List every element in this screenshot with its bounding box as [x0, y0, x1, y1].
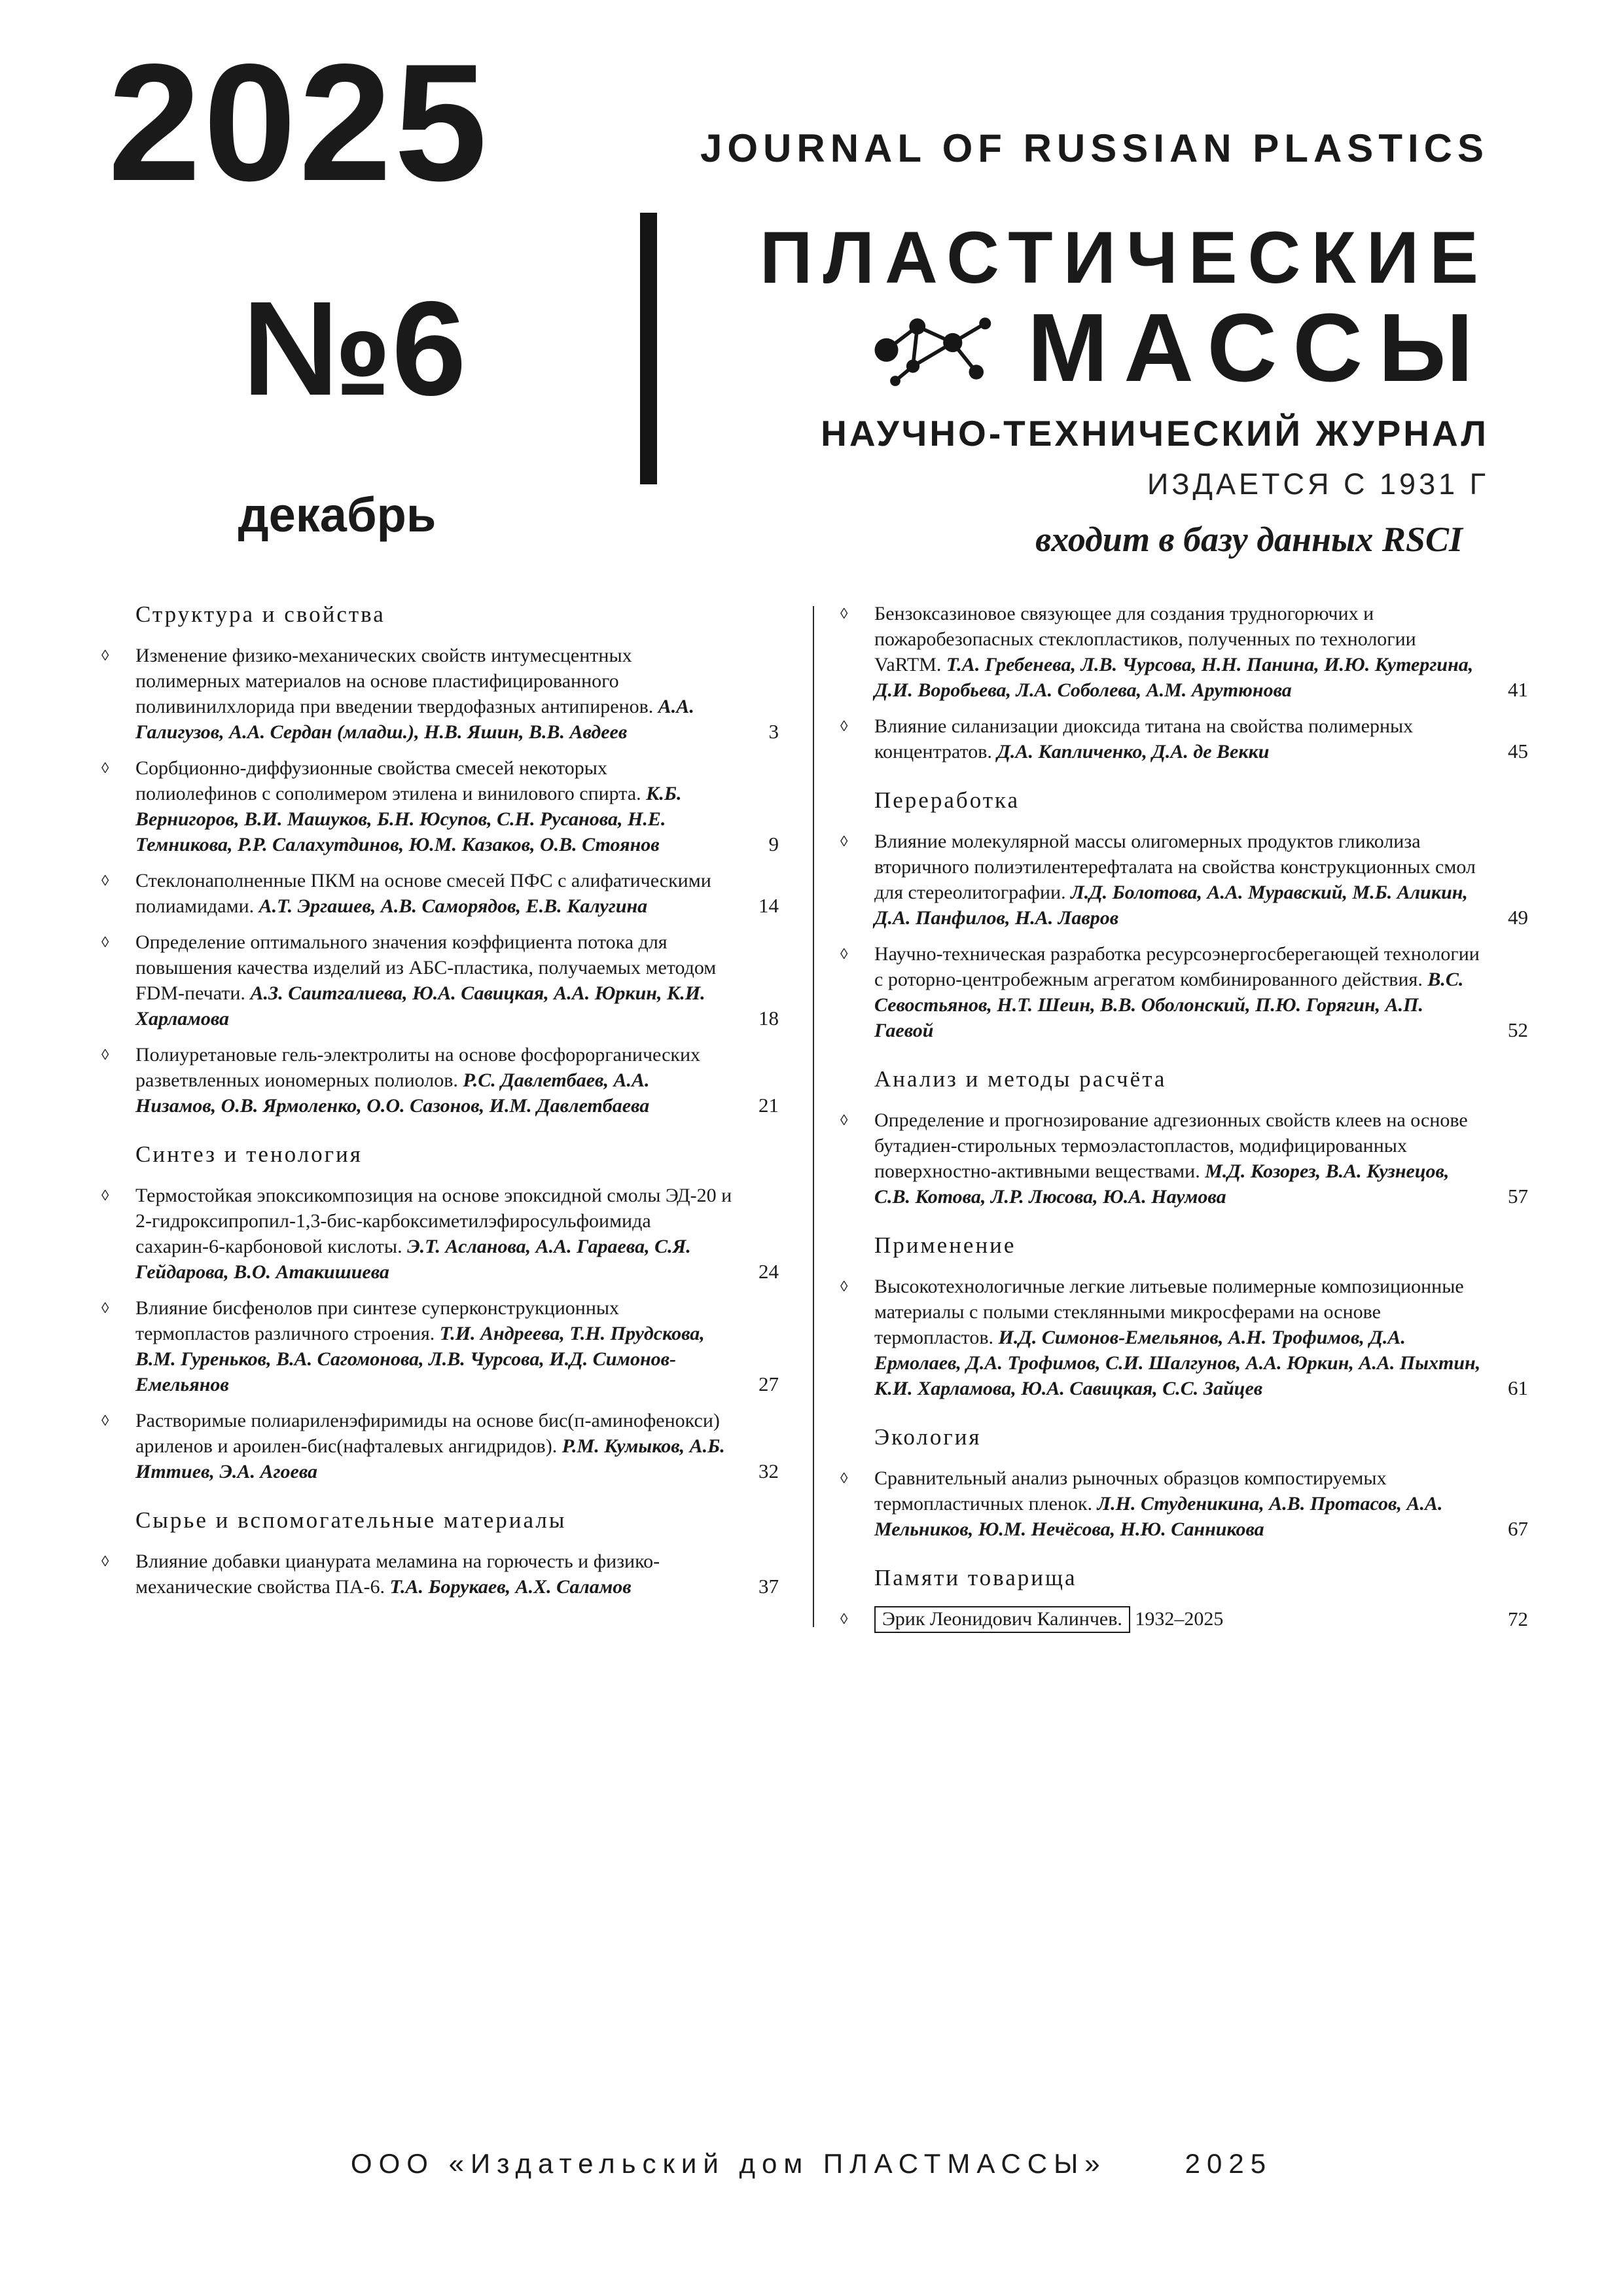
section-title: Переработка	[874, 787, 1020, 813]
diamond-bullet-icon: ◊	[101, 1300, 109, 1316]
diamond-bullet-icon: ◊	[101, 647, 109, 664]
entry-text	[874, 1107, 1482, 1210]
entry-text	[135, 1549, 733, 1600]
molecule-logo-icon	[866, 304, 1013, 393]
diamond-bullet-icon: ◊	[840, 946, 848, 962]
article-title: Научно-техническая разработка ресурсоэнергосберегающей технологии с роторно-центробежным агрегатом комбинированного действия.	[874, 943, 1480, 990]
toc-entry	[840, 1465, 1528, 1542]
article-authors: Л.Н. Студеникина, А.В. Протасов, А.А. Мельников, Ю.М. Нечёсова, Н.Ю. Санникова	[874, 1493, 1443, 1540]
issue-month: декабрь	[238, 488, 437, 542]
article-title: Влияние бисфенолов при синтезе суперконструкционных термопластов различного строения.	[135, 1297, 620, 1344]
article-authors: Т.А. Гребенева, Л.В. Чурсова, Н.Н. Панина, И.Ю. Кутергина, Д.И. Воробьева, Л.А. Соболева, А.М. Арутюнова	[874, 654, 1474, 701]
section-title: Экология	[874, 1424, 982, 1450]
section-title: Памяти товарища	[874, 1565, 1077, 1590]
page-number: 32	[758, 1459, 779, 1482]
entry-text	[874, 601, 1482, 703]
entry-text	[135, 868, 733, 919]
journal-subtitle: НАУЧНО-ТЕХНИЧЕСКИЙ ЖУРНАЛ	[821, 413, 1489, 454]
article-title: Эрик Леонидович Калинчев.	[874, 1606, 1130, 1633]
article-authors: А.А. Галигузов, А.А. Сердан (младш.), Н.В. Яшин, В.В. Авдеев	[135, 696, 694, 743]
article-authors: Р.М. Кумыков, А.Б. Иттиев, Э.А. Агоева	[135, 1435, 725, 1482]
entry-text	[135, 929, 733, 1031]
page-number: 49	[1508, 905, 1528, 929]
toc-entry	[101, 1042, 779, 1119]
footer-year: 2025	[1185, 2148, 1273, 2179]
entry-text	[135, 1295, 733, 1397]
publisher-name: ООО «Издательский дом ПЛАСТМАССЫ»	[350, 2148, 1107, 2179]
footer	[0, 2148, 1623, 2179]
diamond-bullet-icon: ◊	[840, 1112, 848, 1128]
toc-entry	[840, 941, 1528, 1043]
article-title: Влияние молекулярной массы олигомерных продуктов гликолиза вторичного полиэтилентерефталата на свойства конструкционных смол для стереолитографии.	[874, 831, 1476, 903]
table-of-contents	[101, 601, 1528, 1643]
page-number: 24	[758, 1259, 779, 1283]
entry-text	[135, 1408, 733, 1484]
diamond-bullet-icon: ◊	[101, 872, 109, 889]
article-title: Определение оптимального значения коэффициента потока для повышения качества изделий из АБС-пластика, получаемых методом FDM-печати.	[135, 931, 717, 1004]
toc-column-right	[840, 601, 1528, 1643]
entry-suffix: 1932–2025	[1130, 1608, 1224, 1630]
diamond-bullet-icon: ◊	[840, 1278, 848, 1295]
diamond-bullet-icon: ◊	[101, 1553, 109, 1570]
page-number: 61	[1508, 1376, 1528, 1399]
entry-text	[874, 941, 1482, 1043]
article-title: Полиуретановые гель-электролиты на основе фосфорорганических разветвленных иономерных полиолов.	[135, 1044, 701, 1091]
diamond-bullet-icon: ◊	[840, 833, 848, 850]
page-number: 52	[1508, 1018, 1528, 1041]
article-authors: Э.Т. Асланова, А.А. Гараева, С.Я. Гейдарова, В.О. Атакишиева	[135, 1236, 691, 1283]
entry-text	[135, 643, 733, 745]
article-authors: Т.А. Борукаев, А.Х. Саламов	[385, 1576, 632, 1598]
diamond-bullet-icon: ◊	[101, 1412, 109, 1429]
entry-text	[135, 1042, 733, 1119]
article-authors: И.Д. Симонов-Емельянов, А.Н. Трофимов, Д.А. Ермолаев, Д.А. Трофимов, С.И. Шалгунов, А.А. Юркин, А.А. Пыхтин, К.И. Харламова, Ю.А. Савицкая, С.С. Зайцев	[874, 1327, 1481, 1399]
article-authors: Р.С. Давлетбаев, А.А. Низамов, О.В. Ярмоленко, О.О. Сазонов, И.М. Давлетбаева	[135, 1069, 650, 1117]
page-number: 3	[768, 719, 779, 743]
article-title: Растворимые полиариленэфиримиды на основе бис(п-аминофенокси) ариленов и ароилен-бис(нафталевых ангидридов).	[135, 1410, 720, 1457]
article-title: Сравнительный анализ рыночных образцов компостируемых термопластичных пленок.	[874, 1467, 1387, 1515]
page-number: 14	[758, 893, 779, 917]
entry-text	[874, 1606, 1482, 1632]
journal-title-ru-line2: МАССЫ	[1027, 294, 1489, 402]
entry-text	[874, 713, 1482, 764]
entry-text	[135, 1183, 733, 1285]
diamond-bullet-icon: ◊	[840, 718, 848, 734]
article-title: Бензоксазиновое связующее для создания трудногорючих и пожаробезопасных стеклопластиков, полученных по технологии VaRTM.	[874, 603, 1416, 675]
journal-title-ru-line2-row	[866, 294, 1489, 402]
diamond-bullet-icon: ◊	[101, 760, 109, 776]
section-title: Синтез и тенология	[135, 1141, 363, 1167]
toc-entry	[101, 1183, 779, 1285]
section-title: Структура и свойства	[135, 601, 385, 627]
column-divider	[813, 606, 814, 1627]
published-since-note: ИЗДАЕТСЯ С 1931 Г	[1147, 467, 1489, 501]
toc-entry	[840, 1274, 1528, 1401]
page-number: 37	[758, 1574, 779, 1598]
issue-year: 2025	[108, 29, 490, 216]
section-title: Сырье и вспомогательные материалы	[135, 1507, 567, 1533]
page-number: 18	[758, 1006, 779, 1030]
masthead-vertical-bar	[640, 213, 657, 484]
toc-entry	[101, 643, 779, 745]
article-title: Термостойкая эпоксикомпозиция на основе эпоксидной смолы ЭД-20 и 2-гидроксипропил-1,3-бис-карбоксиметилэфиросульфоимида сахарин-6-карбоновой кислоты.	[135, 1185, 732, 1257]
entry-text	[135, 755, 733, 857]
article-title: Изменение физико-механических свойств интумесцентных полимерных материалов на основе пластифицированного поливинилхлорида при введении твердофазных антипиренов.	[135, 645, 654, 717]
page-number: 41	[1508, 677, 1528, 701]
toc-entry	[101, 1408, 779, 1484]
article-authors: К.Б. Вернигоров, В.И. Машуков, Б.Н. Юсупов, С.Н. Русанова, Н.Е. Темникова, Р.Р. Салахутдинов, Ю.М. Казаков, О.В. Стоянов	[135, 783, 682, 855]
toc-entry	[840, 713, 1528, 764]
article-title: Сорбционно-диффузионные свойства смесей некоторых полиолефинов с сополимером этилена и винилового спирта.	[135, 757, 641, 804]
diamond-bullet-icon: ◊	[101, 934, 109, 950]
article-authors: Л.Д. Болотова, А.А. Муравский, М.Б. Аликин, Д.А. Панфилов, Н.А. Лавров	[874, 882, 1468, 929]
diamond-bullet-icon: ◊	[101, 1187, 109, 1204]
journal-title-ru-line1: ПЛАСТИЧЕСКИЕ	[759, 217, 1489, 298]
rsci-database-note: входит в базу данных RSCI	[1035, 520, 1463, 559]
article-title: Определение и прогнозирование адгезионных свойств клеев на основе бутадиен-стирольных термоэластопластов, модифицированных поверхностно-активными веществами.	[874, 1109, 1468, 1182]
page-number: 21	[758, 1093, 779, 1117]
entry-text	[874, 829, 1482, 931]
entry-text	[874, 1465, 1482, 1542]
toc-entry	[101, 929, 779, 1031]
diamond-bullet-icon: ◊	[840, 1470, 848, 1486]
toc-entry	[101, 1549, 779, 1600]
article-authors: Д.А. Капличенко, Д.А. де Векки	[991, 741, 1270, 762]
toc-entry	[101, 755, 779, 857]
article-authors: А.З. Саитгалиева, Ю.А. Савицкая, А.А. Юркин, К.И. Харламова	[135, 982, 705, 1030]
page-number: 67	[1508, 1516, 1528, 1540]
page-number: 72	[1508, 1607, 1528, 1630]
page-number: 9	[768, 832, 779, 855]
toc-entry	[840, 601, 1528, 703]
toc-entry	[840, 1606, 1528, 1632]
diamond-bullet-icon: ◊	[840, 605, 848, 622]
toc-column-left	[101, 601, 779, 1643]
page-number: 27	[758, 1372, 779, 1395]
journal-title-english: JOURNAL OF RUSSIAN PLASTICS	[700, 126, 1489, 170]
article-title: Влияние силанизации диоксида титана на свойства полимерных концентратов.	[874, 715, 1414, 762]
article-title: Влияние добавки цианурата меламина на горючесть и физико-механические свойства ПА-6.	[135, 1551, 660, 1598]
page-number: 57	[1508, 1184, 1528, 1208]
entry-text	[874, 1274, 1482, 1401]
article-authors: А.Т. Эргашев, А.В. Саморядов, Е.В. Калугина	[254, 895, 648, 917]
toc-entry	[101, 868, 779, 919]
toc-entry	[840, 829, 1528, 931]
toc-entry	[840, 1107, 1528, 1210]
article-authors: М.Д. Козорез, В.А. Кузнецов, С.В. Котова, Л.Р. Люсова, Ю.А. Наумова	[874, 1160, 1450, 1208]
article-title: Стеклонаполненные ПКМ на основе смесей ПФС с алифатическими полиамидами.	[135, 870, 711, 917]
diamond-bullet-icon: ◊	[101, 1047, 109, 1063]
diamond-bullet-icon: ◊	[840, 1611, 848, 1627]
section-title: Применение	[874, 1232, 1016, 1258]
section-title: Анализ и методы расчёта	[874, 1066, 1167, 1092]
toc-entry	[101, 1295, 779, 1397]
article-authors: В.С. Севостьянов, Н.Т. Шеин, В.В. Оболонский, П.Ю. Горягин, А.П. Гаевой	[874, 969, 1464, 1041]
article-authors: Т.И. Андреева, Т.Н. Прудскова, В.М. Гуреньков, В.А. Сагомонова, Л.В. Чурсова, И.Д. Симонов-Емельянов	[135, 1323, 705, 1395]
article-title: Высокотехнологичные легкие литьевые полимерные композиционные материалы с полыми стеклянными микросферами на основе термопластов.	[874, 1276, 1464, 1348]
issue-number: №6	[242, 274, 467, 423]
page-number: 45	[1508, 739, 1528, 762]
